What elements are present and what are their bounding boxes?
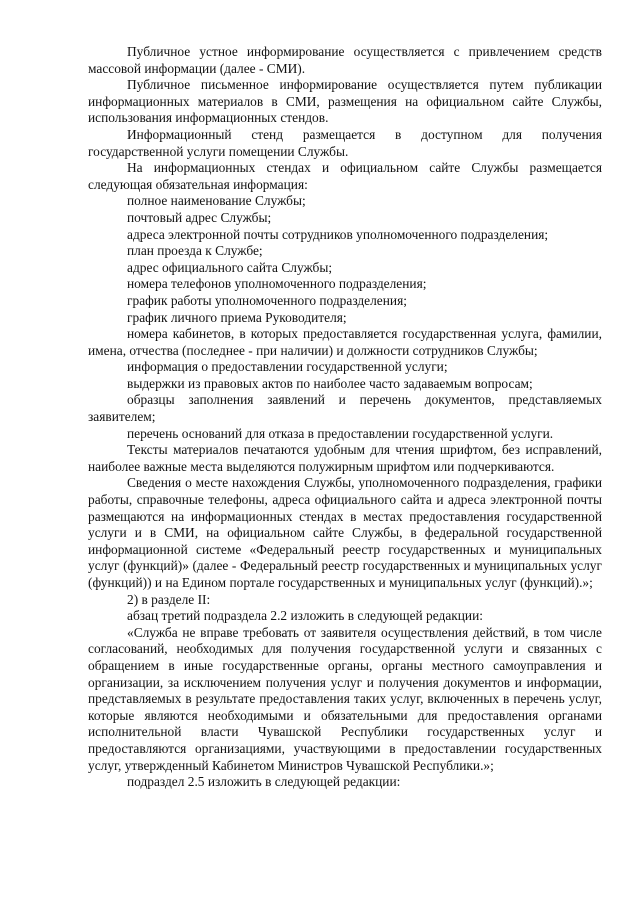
- paragraph-section-ii-heading: 2) в разделе II:: [127, 591, 211, 607]
- list-item-full-name: полное наименование Службы;: [127, 193, 306, 209]
- list-item-legal-excerpts: выдержки из правовых актов по наиболее часто задаваемым вопросам;: [127, 375, 533, 391]
- list-item-email-addresses: адреса электронной почты сотрудников уполномоченного подразделения;: [127, 226, 549, 242]
- list-item-website-address: адрес официального сайта Службы;: [127, 259, 333, 275]
- list-item-postal-address: почтовый адрес Службы;: [127, 209, 272, 225]
- list-item-work-schedule: график работы уполномоченного подразделения;: [127, 292, 407, 308]
- list-item-application-samples: образцы заполнения заявлений и перечень документов, представляемых заявителем;: [88, 392, 602, 425]
- paragraph-subsection-2-2-amendment: абзац третий подраздела 2.2 изложить в следующей редакции:: [127, 608, 483, 624]
- paragraph-information-stand: Информационный стенд размещается в доступном для получения государственной услуги помещении Службы.: [88, 126, 602, 159]
- paragraph-text-formatting: Тексты материалов печатаются удобным для чтения шрифтом, без исправлений, наиболее важные места выделяются полужирным шрифтом или подчеркиваются.: [88, 442, 602, 474]
- list-item-service-information: информация о предоставлении государственной услуги;: [127, 359, 448, 375]
- paragraph-public-oral-informing: Публичное устное информирование осуществляется с привлечением средств массовой информации (далее - СМИ).: [88, 44, 602, 76]
- list-item-office-numbers: номера кабинетов, в которых предоставляется государственная услуга, фамилии, имена, отчества (последнее - при наличии) и должности сотрудников Службы;: [88, 326, 602, 358]
- list-item-refusal-grounds: перечень оснований для отказа в предоставлении государственной услуги.: [127, 425, 554, 441]
- paragraph-public-written-informing: Публичное письменное информирование осуществляется путем публикации информационных материалов в СМИ, размещения на официальном сайте Службы, использования информационных стендов.: [88, 77, 602, 126]
- paragraph-service-may-not-require: «Служба не вправе требовать от заявителя осуществления действий, в том числе согласований, необходимых для получения государственной услуги и связанных с обращением в иные государственные органы, органы местного самоуправления и организации, за исключением получения услуг и получения документов и информации, представляемых в результате предоставления таких услуг, включенных в перечень услуг, которые являются необходимыми и обязательными для предоставления органами исполнительной власти Чувашской Республики государственных услуг и предоставляются организациями, участвующими в предоставлении государственных услуг, утвержденный Кабинетом Министров Чувашской Республики.»;: [88, 624, 602, 773]
- paragraph-mandatory-information-intro: На информационных стендах и официальном сайте Службы размещается следующая обязательная информация:: [88, 160, 602, 192]
- list-item-phone-numbers: номера телефонов уполномоченного подразделения;: [127, 276, 427, 292]
- list-item-reception-schedule: график личного приема Руководителя;: [127, 309, 347, 325]
- list-item-travel-plan: план проезда к Службе;: [127, 243, 263, 259]
- paragraph-location-information: Сведения о месте нахождения Службы, уполномоченного подразделения, графики работы, справочные телефоны, адреса официального сайта и адреса электронной почты размещаются на информационных стендах в местах предоставления государственной услуги и в СМИ, на официальном сайте Службы, в федеральной государственной информационной системе «Федеральный реестр государственных и муниципальных услуг (функций)» (далее - Федеральный реестр государственных и муниципальных услуг (функций)) и на Едином портале государственных и муниципальных услуг (функций).»;: [88, 475, 602, 590]
- document-page: [88, 44, 602, 791]
- paragraph-subsection-2-5-amendment: подраздел 2.5 изложить в следующей редакции:: [127, 774, 401, 790]
